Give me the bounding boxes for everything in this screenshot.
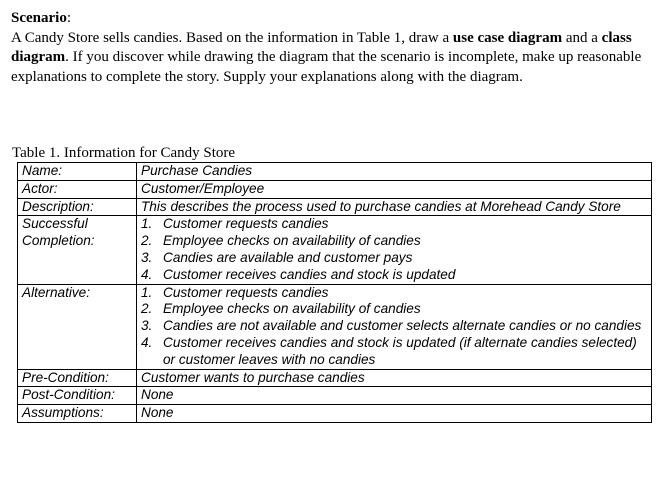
table-row-description <box>18 198 652 216</box>
list-item <box>141 318 647 335</box>
step-number: 1. <box>141 216 153 232</box>
pre-condition-value: Customer wants to purchase candies <box>137 369 652 387</box>
list-item <box>141 250 647 267</box>
step-number: 1. <box>141 284 153 300</box>
description-value: This describes the process used to purchase candies at Morehead Candy Store <box>137 198 652 216</box>
scenario-text-2: and a <box>562 29 602 46</box>
pre-condition-label: Pre-Condition: <box>18 369 137 387</box>
actor-label: Actor: <box>18 180 137 198</box>
scenario-heading-colon: : <box>66 10 71 26</box>
assumptions-value: None <box>137 405 652 423</box>
scenario-heading-line <box>11 9 661 29</box>
step-text: Candies are available and customer pays <box>163 249 413 265</box>
step-text: Employee checks on availability of candies <box>163 301 421 317</box>
scenario-text-1: A Candy Store sells candies. Based on the information in Table 1, draw a <box>11 29 453 46</box>
description-label: Description: <box>18 198 137 216</box>
alternative-value <box>137 284 652 369</box>
list-item <box>141 216 647 233</box>
step-text: Candies are not available and customer selects alternate candies or no candies <box>163 318 642 334</box>
successful-steps-list <box>141 216 647 283</box>
name-value: Purchase Candies <box>137 163 652 181</box>
step-number: 2. <box>141 233 153 249</box>
class-diagram-term: class diagram <box>11 29 632 66</box>
list-item <box>141 285 647 302</box>
post-condition-label: Post-Condition: <box>18 387 137 405</box>
list-item <box>141 233 647 250</box>
alternative-steps-list <box>141 285 647 369</box>
step-text: Employee checks on availability of candies <box>163 233 421 249</box>
post-condition-value: None <box>137 387 652 405</box>
table-row-alternative <box>18 284 652 369</box>
step-text: Customer receives candies and stock is updated <box>163 266 456 282</box>
scenario-heading: Scenario <box>11 10 67 26</box>
alternative-label: Alternative: <box>18 284 137 369</box>
step-number: 4. <box>141 334 153 350</box>
table-row-successful-completion <box>18 216 652 284</box>
table-row-post-condition <box>18 387 652 405</box>
table-row-name <box>18 163 652 181</box>
step-text: Customer requests candies <box>163 216 329 232</box>
name-label: Name: <box>18 163 137 181</box>
step-number: 2. <box>141 301 153 317</box>
use-case-diagram-term: use case diagram <box>452 29 563 46</box>
step-text: Customer receives candies and stock is updated (if alternate candies selected) or customer leaves with no candies <box>163 334 637 367</box>
step-text: Customer requests candies <box>163 284 329 300</box>
scenario-paragraph <box>11 9 661 87</box>
table-row-pre-condition <box>18 369 652 387</box>
table-caption: Table 1. Information for Candy Store <box>12 145 236 161</box>
actor-value: Customer/Employee <box>137 180 652 198</box>
list-item <box>141 335 647 369</box>
successful-completion-label: Successful Completion: <box>18 216 137 284</box>
list-item <box>141 301 647 318</box>
assumptions-label: Assumptions: <box>18 405 137 423</box>
candy-store-info-table <box>17 162 652 423</box>
list-item <box>141 267 647 284</box>
successful-completion-value <box>137 216 652 284</box>
step-number: 4. <box>141 266 153 282</box>
step-number: 3. <box>141 249 153 265</box>
step-number: 3. <box>141 318 153 334</box>
scenario-text-3: . If you discover while drawing the diagram that the scenario is incomplete, make up reasonable explanations to complete the story. Supply your explanations along with the diagram. <box>11 49 642 85</box>
table-row-actor <box>18 180 652 198</box>
scenario-body <box>11 29 661 88</box>
table-row-assumptions <box>18 405 652 423</box>
